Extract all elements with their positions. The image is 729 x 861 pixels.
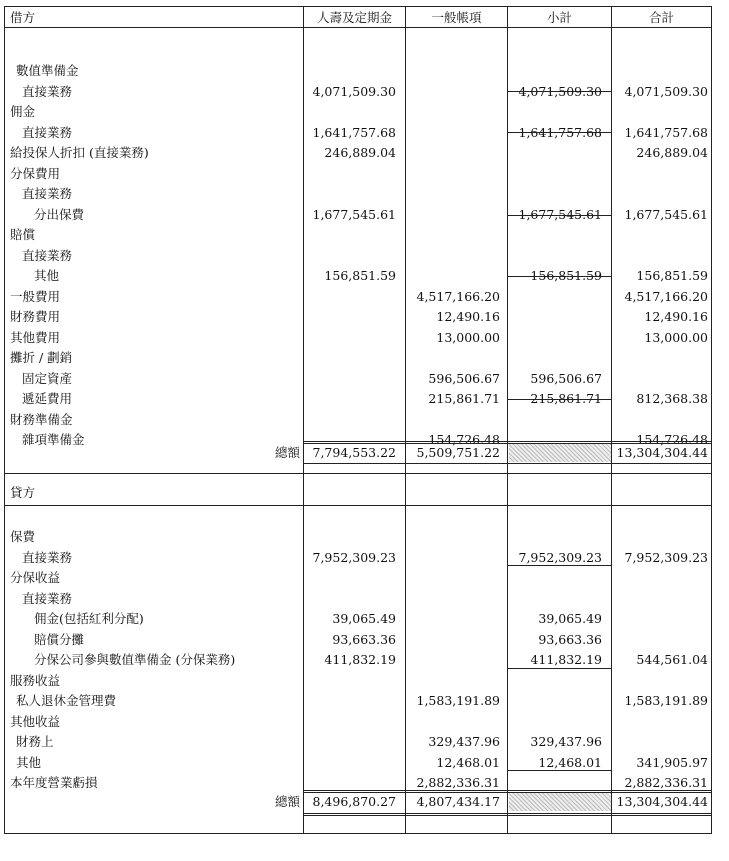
general-cell: 154,726.48 — [428, 432, 500, 447]
table-row — [4, 225, 712, 245]
table-row — [4, 184, 712, 204]
bottom-border — [4, 833, 712, 834]
subtotal-cell: 411,832.19 — [530, 652, 602, 667]
credit-total-general: 4,807,434.17 — [416, 794, 500, 809]
total-cell: 2,882,336.31 — [624, 775, 708, 790]
table-row — [4, 328, 712, 348]
subtotal-cell: 7,952,309.23 — [518, 549, 602, 565]
row-label: 財務費用 — [10, 309, 61, 324]
subtotal-cell: 1,677,545.61 — [518, 206, 602, 222]
life-cell: 411,832.19 — [324, 652, 396, 667]
general-cell: 1,583,191.89 — [416, 693, 500, 708]
subtotal-rule — [508, 132, 611, 133]
life-cell: 156,851.59 — [324, 268, 396, 283]
account-sheet — [4, 6, 712, 834]
row-label: 分保費用 — [10, 165, 61, 181]
row-label: 直接業務 — [22, 590, 73, 606]
row-label: 其他 — [16, 754, 42, 770]
subtotal-cell: 12,468.01 — [538, 754, 602, 770]
row-label: 直接業務 — [22, 83, 73, 99]
row-label: 財務準備金 — [10, 411, 73, 427]
row-label: 佣金(包括紅利分配) — [34, 611, 144, 626]
subtotal-cell: 1,641,757.68 — [518, 124, 602, 140]
col-header-subtotal: 小計 — [546, 10, 572, 25]
total-cell: 246,889.04 — [636, 145, 708, 160]
life-cell: 246,889.04 — [324, 145, 396, 160]
row-label: 遞延費用 — [22, 391, 73, 406]
row-label: 其他費用 — [10, 329, 61, 345]
general-cell: 4,517,166.20 — [416, 288, 500, 304]
total-cell: 1,583,191.89 — [624, 693, 708, 708]
top-border — [4, 6, 712, 7]
subtotal-cell: 156,851.59 — [530, 268, 602, 283]
table-row — [4, 568, 712, 588]
credit-title-row — [4, 483, 712, 503]
general-cell: 215,861.71 — [428, 391, 500, 406]
row-label: 一般費用 — [10, 288, 61, 304]
table-row — [4, 410, 712, 430]
row-label: 給投保人折扣 (直接業務) — [10, 145, 149, 160]
subtotal-rule — [508, 276, 611, 277]
life-cell: 93,663.36 — [332, 631, 396, 647]
credit-total-total: 13,304,304.44 — [616, 794, 708, 809]
debit-total-label: 總額 — [274, 445, 300, 460]
row-label: 分保收益 — [10, 570, 61, 585]
subtotal-rule — [508, 565, 611, 566]
credit-title: 貸方 — [10, 485, 36, 500]
col-header-total: 合計 — [648, 10, 674, 25]
debit-total-general: 5,509,751.22 — [416, 445, 500, 460]
row-label: 服務收益 — [10, 672, 61, 688]
row-label: 本年度營業虧損 — [10, 775, 98, 790]
table-row — [4, 712, 712, 732]
debit-total-total: 13,304,304.44 — [616, 445, 708, 460]
table-row — [4, 61, 712, 81]
table-row — [4, 246, 712, 266]
row-label: 佣金 — [10, 104, 36, 119]
row-label: 攤折 / 劃銷 — [10, 350, 73, 365]
section-rule-2 — [4, 505, 712, 506]
total-cell: 4,517,166.20 — [624, 288, 708, 304]
row-label: 保費 — [10, 529, 36, 544]
total-cell: 13,000.00 — [644, 329, 708, 345]
row-label: 固定資產 — [22, 370, 73, 386]
total-cell: 812,368.38 — [636, 391, 708, 406]
subtotal-rule — [508, 91, 611, 92]
table-row — [4, 609, 712, 629]
table-row — [4, 650, 712, 670]
table-row — [4, 287, 712, 307]
row-label: 分出保費 — [34, 206, 85, 222]
subtotal-cell: 4,071,509.30 — [518, 83, 602, 99]
general-cell: 329,437.96 — [428, 734, 500, 749]
subtotal-cell: 596,506.67 — [530, 370, 602, 386]
debit-title: 借方 — [10, 10, 36, 25]
subtotal-cell: 39,065.49 — [538, 611, 602, 626]
row-label: 直接業務 — [22, 124, 73, 140]
general-cell: 2,882,336.31 — [416, 775, 500, 790]
subtotal-rule — [508, 215, 611, 216]
table-row — [4, 102, 712, 122]
table-row — [4, 589, 712, 609]
general-cell: 12,490.16 — [436, 309, 500, 324]
header-rule — [4, 27, 712, 28]
row-label: 分保公司參與數值準備金 (分保業務) — [34, 652, 236, 667]
credit-total-life: 8,496,870.27 — [312, 794, 396, 809]
life-cell: 7,952,309.23 — [312, 549, 396, 565]
col-header-general: 一般帳項 — [431, 10, 482, 25]
subtotal-cell: 215,861.71 — [530, 391, 602, 406]
row-label: 私人退休金管理費 — [16, 693, 117, 708]
row-label: 直接業務 — [22, 247, 73, 263]
debit-total-under-rule — [304, 463, 711, 464]
table-row — [4, 369, 712, 389]
row-label: 賠償分攤 — [34, 631, 85, 647]
row-label: 直接業務 — [22, 549, 73, 565]
col-header-life: 人壽及定期金 — [316, 10, 392, 25]
row-label: 其他收益 — [10, 713, 61, 729]
subtotal-cell: 93,663.36 — [538, 631, 602, 647]
table-row — [4, 143, 712, 163]
table-row — [4, 348, 712, 368]
subtotal-rule — [508, 399, 611, 400]
general-cell: 596,506.67 — [428, 370, 500, 386]
row-label: 數值準備金 — [16, 63, 79, 78]
debit-total-row — [4, 443, 712, 463]
table-row — [4, 307, 712, 327]
row-label: 直接業務 — [22, 186, 73, 201]
total-cell: 156,851.59 — [636, 268, 708, 283]
table-row — [4, 630, 712, 650]
credit-total-label: 總額 — [274, 794, 300, 809]
credit-total-row — [4, 792, 712, 812]
total-cell: 154,726.48 — [636, 432, 708, 447]
life-cell: 39,065.49 — [332, 611, 396, 626]
credit-total-under-rule — [304, 813, 711, 816]
general-cell: 12,468.01 — [436, 754, 500, 770]
total-cell: 7,952,309.23 — [624, 549, 708, 565]
table-row — [4, 691, 712, 711]
total-cell: 1,677,545.61 — [624, 206, 708, 222]
table-row — [4, 527, 712, 547]
section-rule-1 — [4, 473, 712, 474]
total-cell: 544,561.04 — [636, 652, 708, 667]
total-cell: 1,641,757.68 — [624, 124, 708, 140]
life-cell: 4,071,509.30 — [312, 83, 396, 99]
subtotal-rule — [508, 668, 611, 669]
total-cell: 4,071,509.30 — [624, 83, 708, 99]
row-label: 雜項準備金 — [22, 432, 85, 447]
row-label: 財務上 — [16, 734, 54, 749]
subtotal-rule — [508, 770, 611, 771]
life-cell: 1,641,757.68 — [312, 124, 396, 140]
row-label: 其他 — [34, 268, 60, 283]
row-label: 賠償 — [10, 227, 36, 242]
general-cell: 13,000.00 — [436, 329, 500, 345]
debit-total-life: 7,794,553.22 — [312, 445, 396, 460]
total-cell: 341,905.97 — [636, 754, 708, 770]
table-row — [4, 164, 712, 184]
life-cell: 1,677,545.61 — [312, 206, 396, 222]
table-row — [4, 732, 712, 752]
table-row — [4, 671, 712, 691]
total-cell: 12,490.16 — [644, 309, 708, 324]
subtotal-cell: 329,437.96 — [530, 734, 602, 749]
